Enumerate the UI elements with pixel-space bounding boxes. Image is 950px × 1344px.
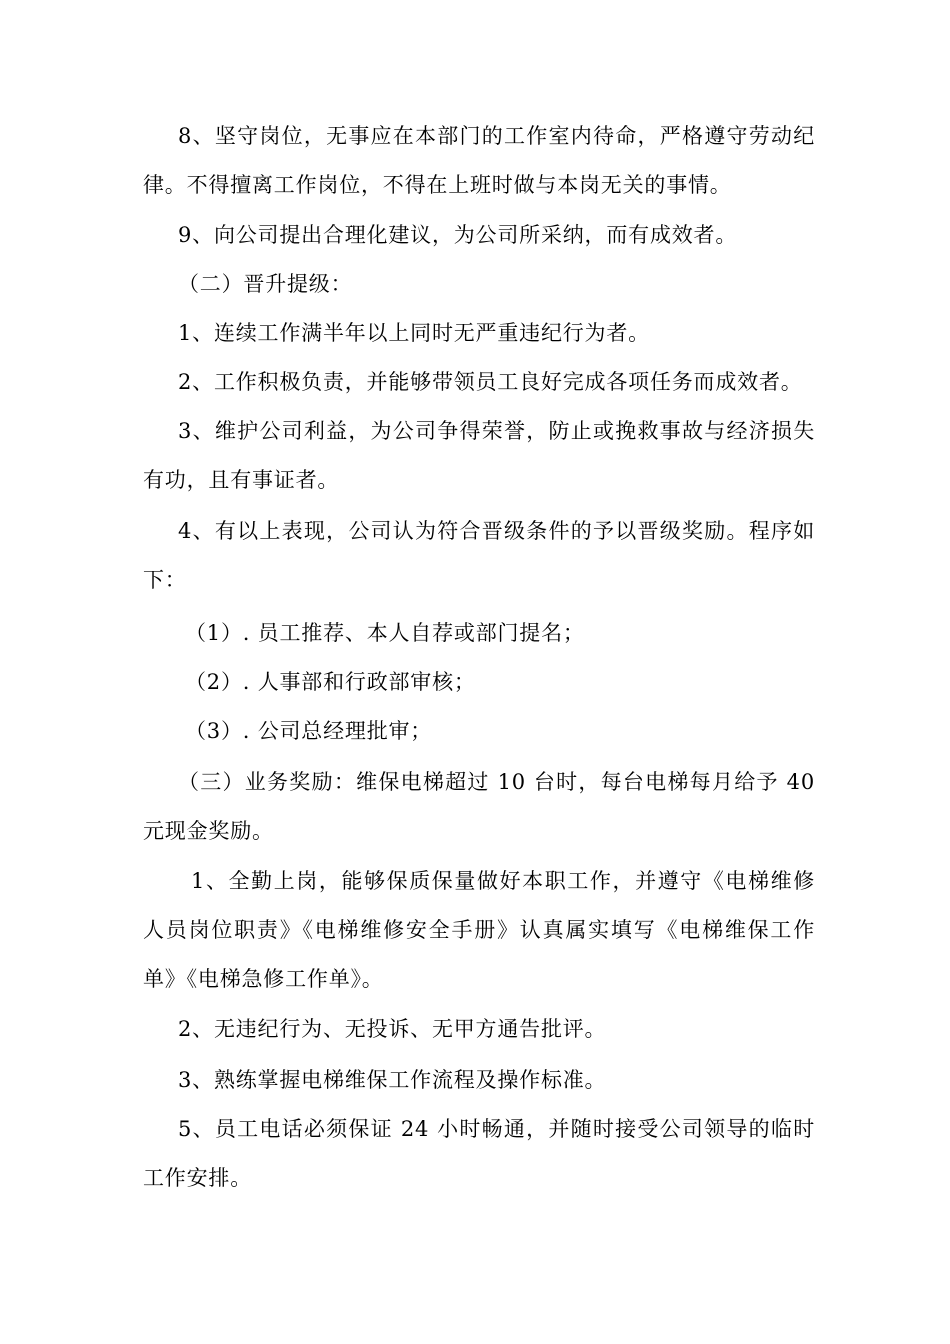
procedure-step-1: （1）. 员工推荐、本人自荐或部门提名； xyxy=(185,621,585,645)
procedure-step-3: （3）. 公司总经理批审； xyxy=(185,719,433,743)
section-heading-business-reward: （三）业务奖励：维保电梯超过 10 台时，每台电梯每月给予 40 元现金奖励。 xyxy=(143,770,815,843)
paragraph-reward-3: 3、熟练掌握电梯维保工作流程及操作标准。 xyxy=(178,1068,607,1092)
paragraph-promotion-2: 2、工作积极负责，并能够带领员工良好完成各项任务而成效者。 xyxy=(178,370,803,394)
procedure-step-2: （2）. 人事部和行政部审核； xyxy=(185,670,476,694)
paragraph-promotion-4: 4、有以上表现，公司认为符合晋级条件的予以晋级奖励。程序如下： xyxy=(143,519,815,592)
paragraph-rule-8: 8、坚守岗位，无事应在本部门的工作室内待命，严格遵守劳动纪律。不得擅离工作岗位，不得在上班时做与本岗无关的事情。 xyxy=(143,124,815,197)
section-heading-promotion: （二）晋升提级： xyxy=(178,272,353,296)
paragraph-reward-1: 1、全勤上岗，能够保质保量做好本职工作，并遵守《电梯维修人员岗位职责》《电梯维修安全手册》认真属实填写《电梯维保工作单》《电梯急修工作单》。 xyxy=(143,869,815,991)
paragraph-rule-9: 9、向公司提出合理化建议，为公司所采纳，而有成效者。 xyxy=(178,223,738,247)
paragraph-promotion-3: 3、维护公司利益，为公司争得荣誉，防止或挽救事故与经济损失有功，且有事证者。 xyxy=(143,419,815,492)
paragraph-promotion-1: 1、连续工作满半年以上同时无严重违纪行为者。 xyxy=(178,321,650,345)
paragraph-reward-2: 2、无违纪行为、无投诉、无甲方通告批评。 xyxy=(178,1017,607,1041)
paragraph-reward-5: 5、员工电话必须保证 24 小时畅通，并随时接受公司领导的临时工作安排。 xyxy=(143,1117,815,1190)
